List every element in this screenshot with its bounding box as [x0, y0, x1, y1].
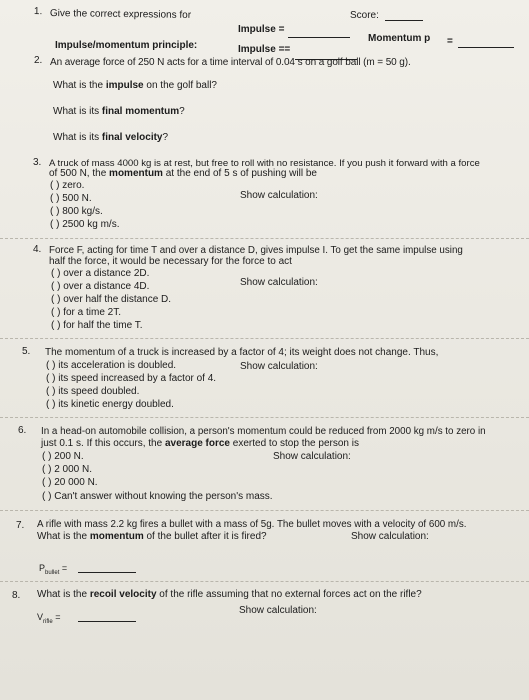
q4-option-c[interactable]: ( ) over half the distance D.: [51, 294, 172, 305]
q2-sub-3: What is its final velocity?: [53, 132, 169, 143]
impulse-label-1: Impulse =: [238, 24, 285, 35]
q5-line-1: The momentum of a truck is increased by a factor of 4; its weight does not change. Thus,: [45, 347, 439, 358]
q3-option-c[interactable]: ( ) 800 kg/s.: [50, 206, 103, 217]
q4-option-d[interactable]: ( ) for a time 2T.: [51, 307, 122, 318]
momentum-label: Momentum p: [368, 33, 431, 44]
q8-number: 8.: [12, 590, 21, 601]
q3-option-d[interactable]: ( ) 2500 kg m/s.: [50, 219, 120, 230]
q3-option-b[interactable]: ( ) 500 N.: [50, 193, 92, 204]
q1-number: 1.: [33, 6, 43, 18]
q7-number: 7.: [16, 520, 25, 531]
q1-text: Give the correct expressions for: [49, 8, 192, 21]
q8-line-1: What is the recoil velocity of the rifle assuming that no external forces act on the rifle?: [37, 589, 422, 600]
q5-option-c[interactable]: ( ) its speed doubled.: [46, 386, 140, 397]
q5-show-calculation: Show calculation:: [240, 361, 318, 372]
v-rifle-blank[interactable]: [78, 621, 136, 622]
q3-show-calculation: Show calculation:: [240, 190, 318, 201]
q6-show-calculation: Show calculation:: [273, 451, 351, 462]
score-blank[interactable]: [385, 20, 423, 21]
momentum-equals: =: [447, 36, 453, 47]
divider: [0, 581, 529, 582]
q4-show-calculation: Show calculation:: [240, 277, 318, 288]
q6-option-c[interactable]: ( ) 20 000 N.: [42, 477, 98, 488]
q3-line-2: of 500 N, the momentum at the end of 5 s of pushing will be: [49, 168, 317, 179]
divider: [0, 338, 529, 339]
q7-line-2: What is the momentum of the bullet after it is fired?: [37, 531, 267, 542]
q6-line-1: In a head-on automobile collision, a person's momentum could be reduced from 2000 kg m/s to zero in: [41, 426, 486, 437]
q2-text: An average force of 250 N acts for a time interval of 0.04 s on a golf ball (m = 50 g).: [50, 57, 411, 68]
q3-line-1: A truck of mass 4000 kg is at rest, but free to roll with no resistance. If you push it forward with a force: [49, 158, 480, 169]
q5-number: 5.: [22, 346, 31, 357]
q4-number: 4.: [33, 244, 42, 255]
p-bullet-blank[interactable]: [78, 572, 136, 573]
q6-option-d[interactable]: ( ) Can't answer without knowing the person's mass.: [42, 491, 273, 502]
q6-option-b[interactable]: ( ) 2 000 N.: [42, 464, 93, 475]
q1-text-2: Impulse/momentum principle:: [55, 40, 198, 51]
divider: [0, 510, 529, 511]
q7-show-calculation: Show calculation:: [351, 531, 429, 542]
q3-option-a[interactable]: ( ) zero.: [50, 180, 85, 191]
momentum-blank[interactable]: [458, 47, 514, 48]
q5-option-a[interactable]: ( ) its acceleration is doubled.: [46, 360, 177, 371]
q5-option-d[interactable]: ( ) its kinetic energy doubled.: [46, 399, 174, 410]
q2-sub-1: What is the impulse on the golf ball?: [53, 80, 217, 91]
q6-line-2: just 0.1 s. If this occurs, the average force exerted to stop the person is: [41, 438, 359, 449]
q2-number: 2.: [34, 55, 43, 66]
q4-option-b[interactable]: ( ) over a distance 4D.: [51, 281, 150, 292]
q4-line-1: Force F, acting for time T and over a distance D, gives impulse I. To get the same impulse using: [49, 245, 463, 256]
v-rifle-label: $V_{rifle}$ =: [37, 612, 61, 625]
q5-option-b[interactable]: ( ) its speed increased by a factor of 4.: [46, 373, 217, 384]
q6-option-a[interactable]: ( ) 200 N.: [42, 451, 84, 462]
q4-option-a[interactable]: ( ) over a distance 2D.: [51, 268, 150, 279]
divider: [0, 417, 529, 418]
q7-line-1: A rifle with mass 2.2 kg fires a bullet with a mass of 5g. The bullet moves with a velocity of 600 m/s.: [37, 519, 467, 530]
q2-sub-2: What is its final momentum?: [53, 106, 185, 117]
q4-line-2: half the force, it would be necessary for the force to act: [49, 256, 292, 267]
impulse-label-2: Impulse ==: [238, 44, 291, 55]
impulse-blank-1[interactable]: [288, 37, 350, 38]
q8-show-calculation: Show calculation:: [239, 605, 317, 616]
p-bullet-label: $P_{bullet}$ =: [39, 563, 68, 576]
q6-number: 6.: [18, 425, 27, 436]
score-label: Score:: [350, 10, 379, 21]
divider: [0, 238, 529, 239]
q4-option-e[interactable]: ( ) for half the time T.: [51, 320, 143, 331]
q3-number: 3.: [33, 157, 42, 168]
